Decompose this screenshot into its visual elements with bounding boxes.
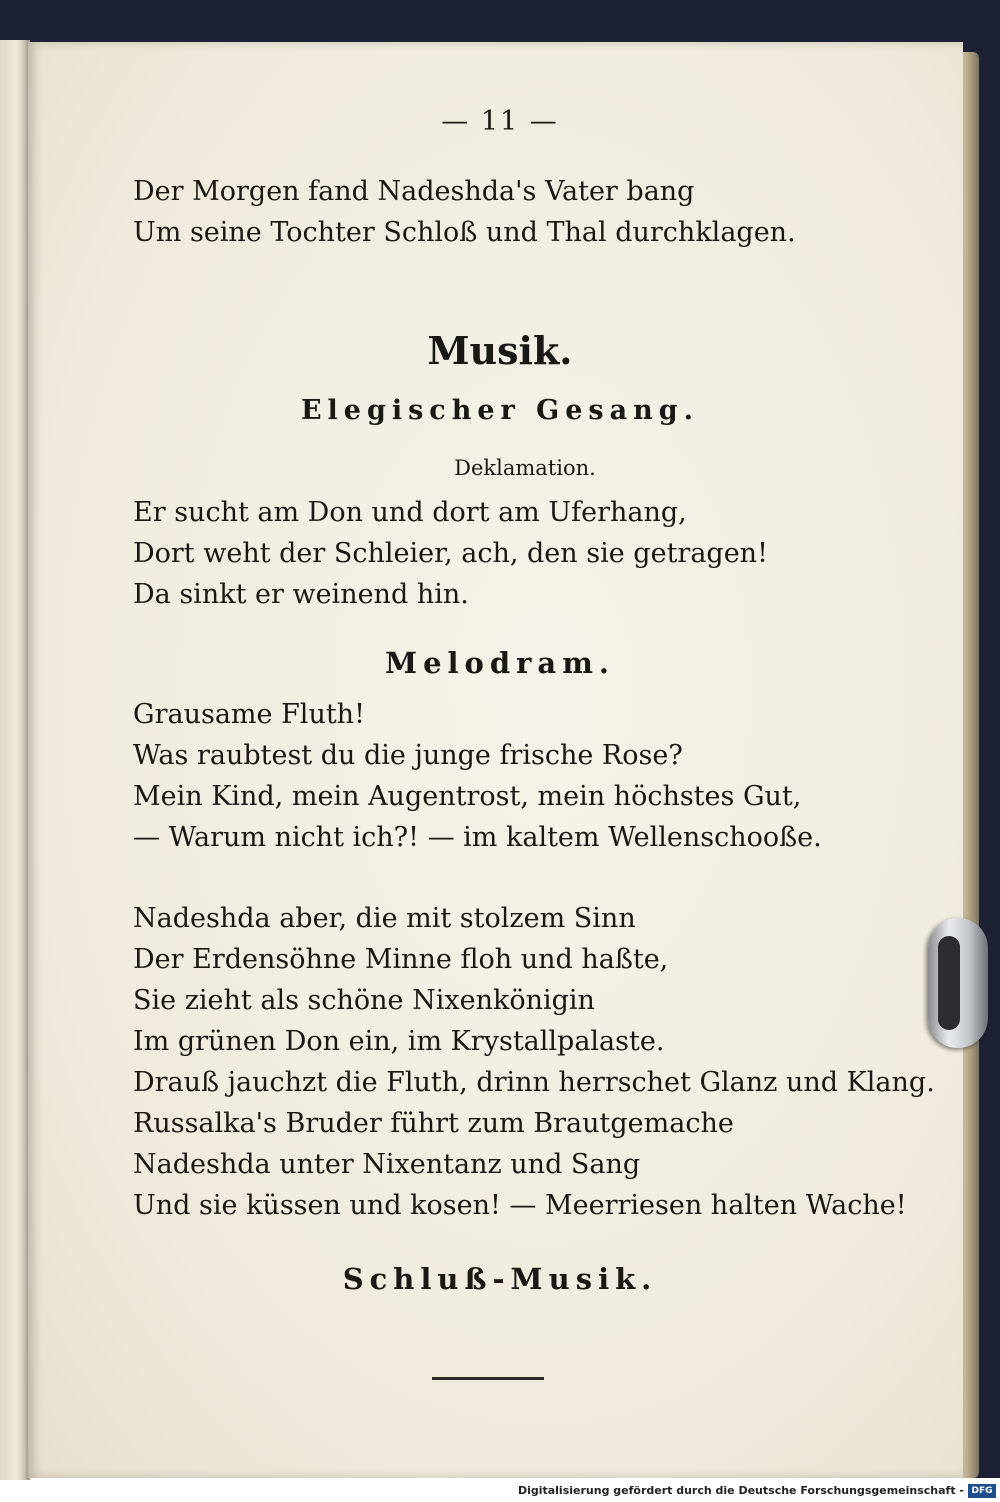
verse-line: Im grünen Don ein, im Krystallpalaste. bbox=[133, 1026, 665, 1057]
opening-line: Um seine Tochter Schloß und Thal durchklagen. bbox=[133, 217, 796, 248]
verse-line: Der Erdensöhne Minne floh und haßte, bbox=[133, 944, 669, 975]
verse-line: Mein Kind, mein Augentrost, mein höchstes Gut, bbox=[133, 781, 802, 812]
verse-line: Grausame Fluth! bbox=[133, 699, 365, 730]
verse-line: Er sucht am Don und dort am Uferhang, bbox=[133, 497, 687, 528]
footer-bar bbox=[0, 1480, 1000, 1502]
dfg-logo: DFG bbox=[968, 1484, 996, 1498]
opening-line: Der Morgen fand Nadeshda's Vater bang bbox=[133, 176, 695, 207]
verse-line: Was raubtest du die junge frische Rose? bbox=[133, 740, 683, 771]
verse-line: Sie zieht als schöne Nixenkönigin bbox=[133, 985, 595, 1016]
section-heading-musik: Musik. bbox=[427, 328, 573, 373]
verse-line: Drauß jauchzt die Fluth, drinn herrschet Glanz und Klang. bbox=[133, 1067, 935, 1098]
page-number: — 11 — bbox=[441, 106, 559, 137]
verse-line: Da sinkt er weinend hin. bbox=[133, 579, 469, 610]
verse-line: Russalka's Bruder führt zum Brautgemache bbox=[133, 1108, 734, 1139]
end-rule bbox=[432, 1377, 544, 1380]
page-clip-slot bbox=[938, 936, 960, 1030]
verse-line: Dort weht der Schleier, ach, den sie getragen! bbox=[133, 538, 768, 569]
page-clip bbox=[928, 918, 988, 1048]
verse-line: Nadeshda unter Nixentanz und Sang bbox=[133, 1149, 641, 1180]
verse-line: Nadeshda aber, die mit stolzem Sinn bbox=[133, 903, 636, 934]
footer-credit: Digitalisierung gefördert durch die Deutsche Forschungsgemeinschaft - bbox=[517, 1484, 964, 1497]
section-subheading: Elegischer Gesang. bbox=[300, 395, 700, 426]
verse-line: — Warum nicht ich?! — im kaltem Wellenschooße. bbox=[133, 822, 822, 853]
stage-direction: Deklamation. bbox=[454, 456, 596, 480]
closing-heading: Schluß-Musik. bbox=[342, 1262, 658, 1296]
verse-line: Und sie küssen und kosen! — Meerriesen halten Wache! bbox=[133, 1190, 907, 1221]
section-heading-melodram: Melodram. bbox=[384, 646, 616, 680]
